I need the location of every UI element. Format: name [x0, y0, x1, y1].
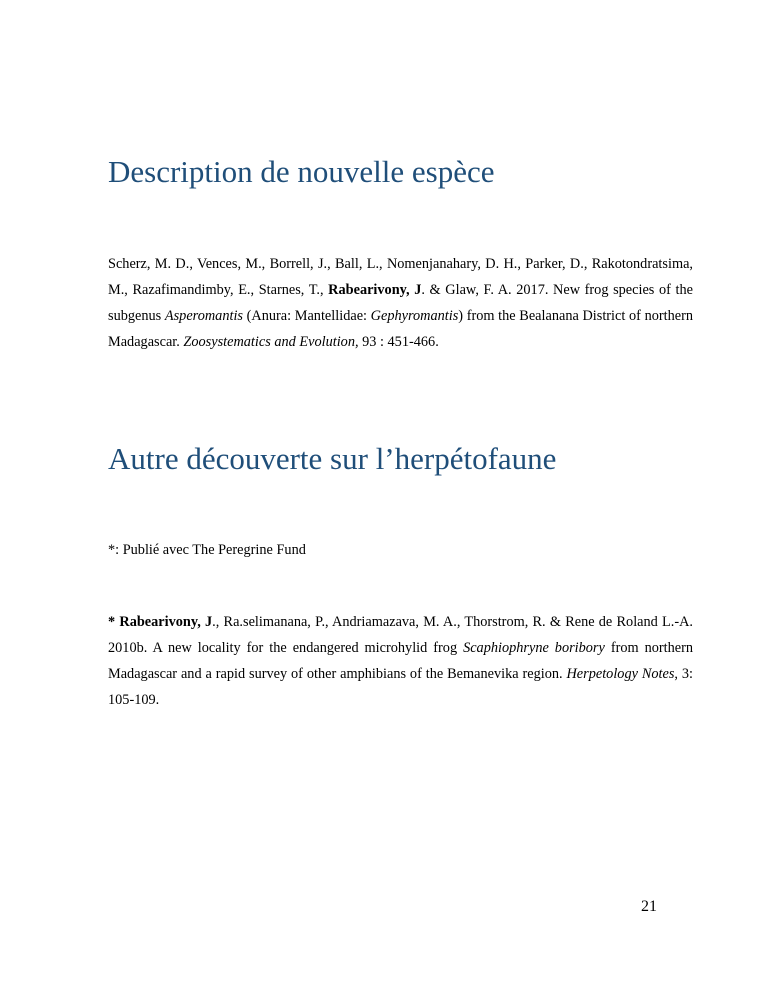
- page-number: 21: [641, 898, 657, 915]
- reference-authors: Scherz, M. D., Vences, M., Borrell, J., Ball, L., Nomenjanahary, D. H., Parker, D., Rakotondratsima, M., Razafimandimby, E., Starnes, T.,: [108, 256, 693, 298]
- reference-text: (Anura: Mantellidae:: [242, 308, 371, 324]
- reference-new-locality: [108, 609, 693, 713]
- journal-name: Zoosystematics and Evolution,: [183, 334, 359, 350]
- section-heading-herpetofauna: Autre découverte sur l’herpétofaune: [108, 441, 557, 476]
- reference-pages: , 3: 105-109.: [108, 666, 694, 708]
- reference-text: from northern Madagascar and a rapid survey of other amphibians of the Bemanevika region.: [108, 640, 694, 682]
- reference-new-species: [108, 251, 693, 355]
- genus-name: Gephyromantis: [370, 308, 459, 324]
- section-heading-new-species: Description de nouvelle espèce: [108, 154, 495, 189]
- reference-authors-tail: . & Glaw, F. A. 2017. New frog species of the subgenus: [108, 282, 693, 324]
- highlighted-author: * Rabearivony, J: [108, 614, 213, 630]
- publication-note: *: Publié avec The Peregrine Fund: [108, 542, 306, 558]
- subgenus-name: Asperomantis: [164, 308, 243, 324]
- species-name: Scaphiophryne boribory: [463, 640, 605, 656]
- reference-authors-tail: ., Ra.selimanana, P., Andriamazava, M. A., Thorstrom, R. & Rene de Roland L.-A. 2010b. A new locality for the endangered microhylid frog: [108, 614, 693, 656]
- reference-text: ) from the Bealanana District of northern Madagascar.: [108, 308, 693, 350]
- highlighted-author: Rabearivony, J: [328, 282, 422, 298]
- journal-name: Herpetology Notes: [566, 666, 675, 682]
- reference-pages: 93 : 451-466.: [358, 334, 439, 350]
